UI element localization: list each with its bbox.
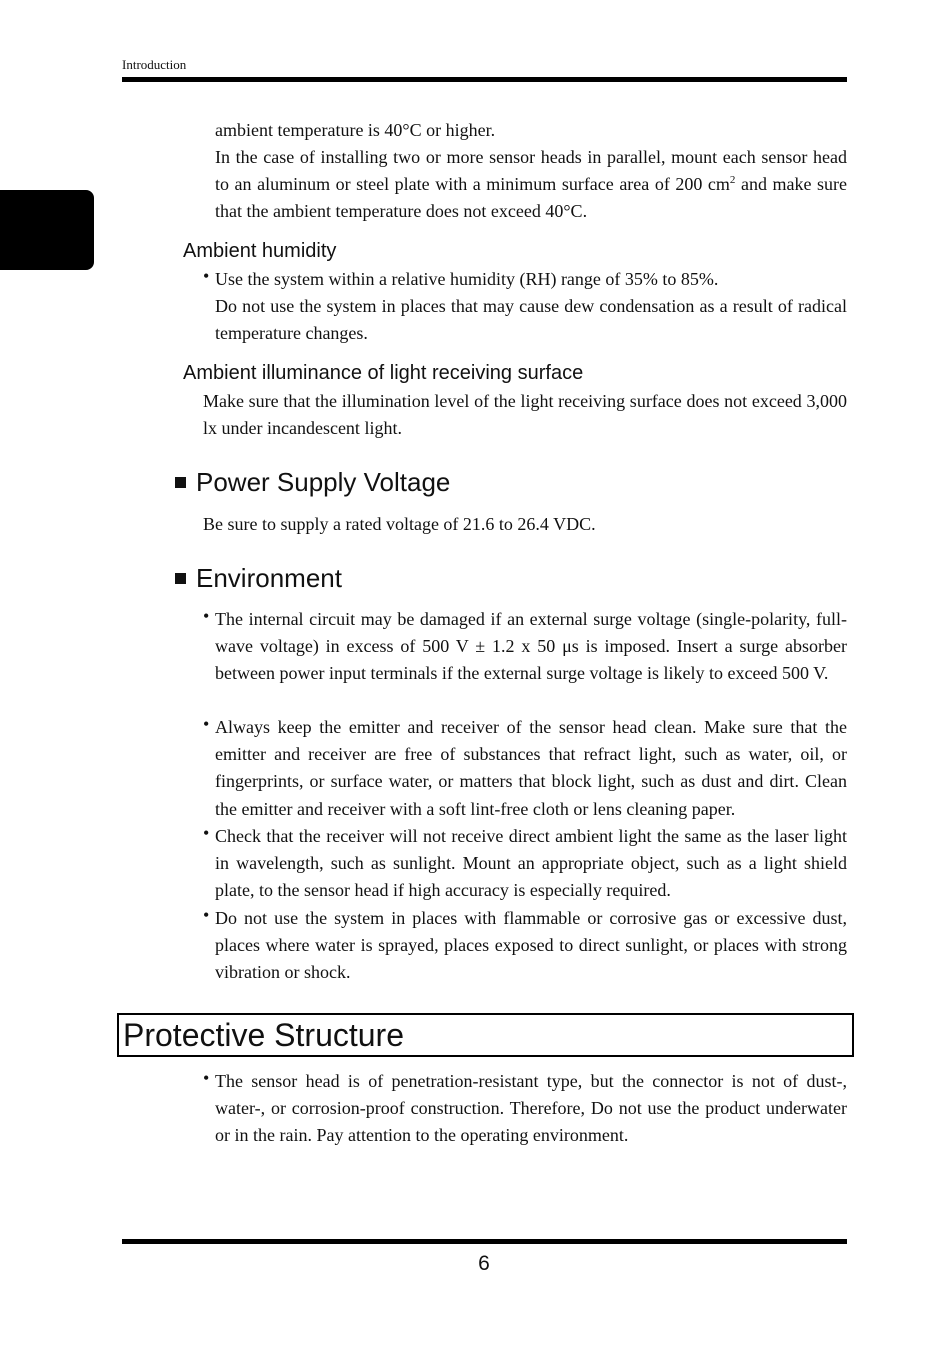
bullet: •	[203, 905, 210, 925]
protective-structure-heading: Protective Structure	[117, 1013, 854, 1057]
intro-line: ambient temperature is 40°C or higher.	[215, 120, 496, 140]
bullet: •	[203, 1068, 210, 1088]
humidity-item: Use the system within a relative humidity (RH) range of 35% to 85%.	[215, 269, 719, 289]
page-number: 6	[478, 1252, 490, 1275]
environment-item: Do not use the system in places with flammable or corrosive gas or excessive dust, places where water is sprayed, places exposed to direct sunlight, or places with strong vibration or shock.	[215, 908, 847, 983]
square-bullet-icon	[175, 573, 186, 584]
power-supply-text: Be sure to supply a rated voltage of 21.6 to 26.4 VDC.	[203, 514, 596, 534]
humidity-item-continuation: Do not use the system in places that may cause dew condensation as a result of radical temperature changes.	[215, 296, 847, 344]
square-bullet-icon	[175, 477, 186, 488]
environment-item: Check that the receiver will not receive direct ambient light the same as the laser light in wavelength, such as sunlight. Mount an appropriate object, such as a light shield plate, to the sensor head if high accuracy is especially required.	[215, 826, 847, 901]
superscript: 2	[729, 174, 736, 187]
illuminance-text: Make sure that the illumination level of the light receiving surface does not exceed 3,000 lx under incandescent light.	[203, 391, 847, 439]
chapter-tab-marker	[0, 190, 94, 270]
bullet: •	[203, 714, 210, 734]
footer-rule	[122, 1239, 847, 1244]
power-supply-heading	[175, 467, 450, 498]
protective-item: The sensor head is of penetration-resistant type, but the connector is not of dust-, water-, or corrosion-proof construction. Therefore, Do not use the product underwater or in the rain. Pay attention to the operating environment.	[215, 1071, 847, 1146]
header-rule	[122, 77, 847, 82]
illuminance-heading: Ambient illuminance of light receiving surface	[183, 362, 584, 384]
bullet: •	[203, 823, 210, 843]
power-supply-title: Power Supply Voltage	[196, 467, 451, 497]
bullet: •	[203, 266, 210, 286]
environment-heading	[175, 563, 342, 594]
bullet: •	[203, 606, 210, 626]
environment-item: Always keep the emitter and receiver of the sensor head clean. Make sure that the emitter and receiver are free of substances that refract light, such as water, oil, or fingerprints, or surface water, or matters that block light, such as dust and dirt. Clean the emitter and receiver with a soft lint-free cloth or lens cleaning paper.	[215, 717, 847, 819]
intro-paragraph	[215, 144, 847, 226]
environment-item: The internal circuit may be damaged if an external surge voltage (single-polarity, full-wave voltage) in excess of 500 V ± 1.2 x 50 μs is imposed. Insert a surge absorber between power input terminals if the external surge voltage is likely to exceed 500 V.	[215, 609, 847, 684]
humidity-heading: Ambient humidity	[183, 240, 337, 262]
environment-title: Environment	[196, 563, 342, 593]
intro-text-b: and make sure that the ambient temperature does not exceed 40°C.	[215, 174, 847, 222]
intro-text-a: In the case of installing two or more sensor heads in parallel, mount each sensor head to an aluminum or steel plate with a minimum surface area of 200 cm	[215, 147, 847, 195]
running-header: Introduction	[122, 57, 187, 72]
